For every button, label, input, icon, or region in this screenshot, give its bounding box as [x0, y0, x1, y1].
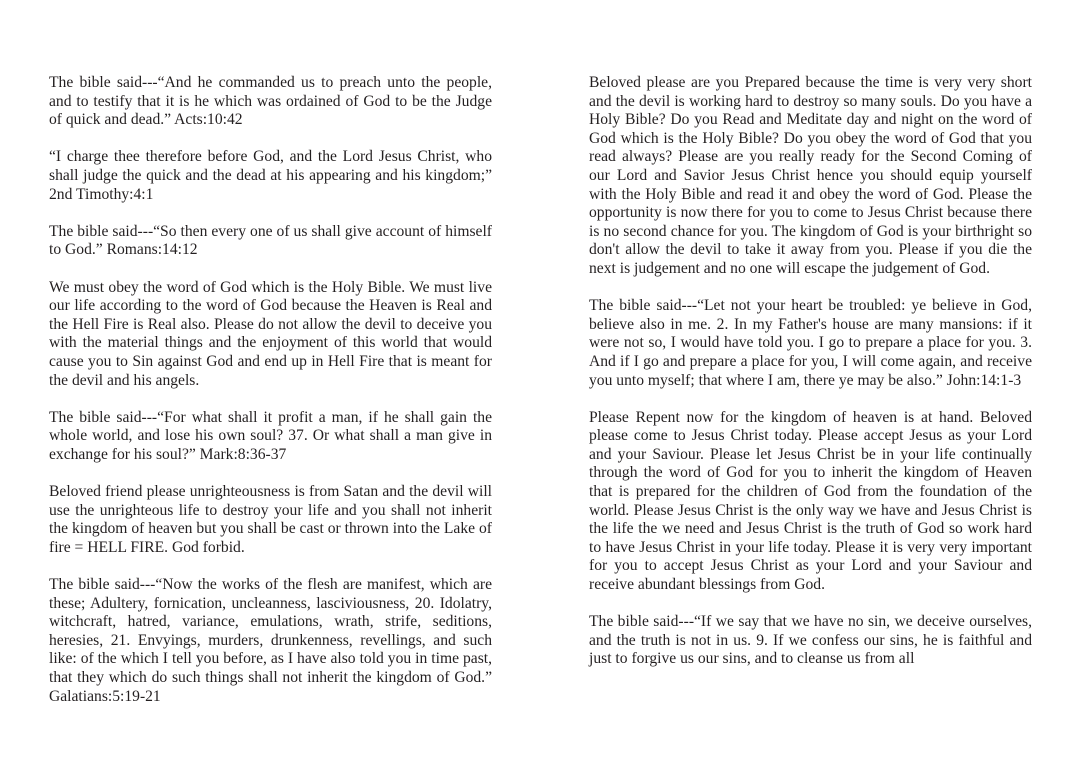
left-paragraph-7: The bible said---“Now the works of the flesh are manifest, which are these; Adultery, fornication, uncleanness, lasciviousness, 20. Idolatry, witchcraft, hatred, variance, emulations, wrath, strife, seditions, heresies, 21. Envyings, murders, drunkenness, revellings, and such like: of the which I tell you before, as I have also told you in time past, that they which do such things shall not inherit the kingdom of God.” Galatians:5:19-21 — [49, 576, 492, 705]
left-paragraph-4: We must obey the word of God which is the Holy Bible. We must live our life according to the word of God because the Heaven is Real and the Hell Fire is Real also. Please do not allow the devil to deceive you with the material things and the enjoyment of this world that would cause you to Sin against God and end up in Hell Fire that is meant for the devil and his angels. — [49, 278, 492, 389]
right-column — [589, 74, 1032, 669]
left-paragraph-2: “I charge thee therefore before God, and the Lord Jesus Christ, who shall judge the quick and the dead at his appearing and his kingdom;” 2nd Timothy:4:1 — [49, 148, 492, 203]
right-paragraph-2: The bible said---“Let not your heart be troubled: ye believe in God, believe also in me. 2. In my Father's house are many mansions: if it were not so, I would have told you. I go to prepare a place for you. 3. And if I go and prepare a place for you, I will come again, and receive you unto myself; that where I am, there ye may be also.” John:14:1-3 — [589, 297, 1032, 389]
right-paragraph-3: Please Repent now for the kingdom of heaven is at hand. Beloved please come to Jesus Christ today. Please accept Jesus as your Lord and your Saviour. Please let Jesus Christ be in your life continually through the word of God for you to inherit the kingdom of Heaven that is prepared for the children of God from the foundation of the world. Please Jesus Christ is the only way we have and Jesus Christ is the life the we need and Jesus Christ is the truth of God so work hard to have Jesus Christ in your life today. Please it is very very important for you to accept Jesus Christ as your Lord and your Saviour and receive abundant blessings from God. — [589, 408, 1032, 594]
left-paragraph-3: The bible said---“So then every one of us shall give account of himself to God.” Romans:14:12 — [49, 222, 492, 259]
left-paragraph-5: The bible said---“For what shall it profit a man, if he shall gain the whole world, and lose his own soul? 37. Or what shall a man give in exchange for his soul?” Mark:8:36-37 — [49, 408, 492, 463]
left-column — [49, 74, 492, 706]
left-paragraph-6: Beloved friend please unrighteousness is from Satan and the devil will use the unrighteous life to destroy your life and you shall not inherit the kingdom of heaven but you shall be cast or thrown into the Lake of fire = HELL FIRE. God forbid. — [49, 483, 492, 556]
right-paragraph-4: The bible said---“If we say that we have no sin, we deceive ourselves, and the truth is not in us. 9. If we confess our sins, he is faithful and just to forgive us our sins, and to cleanse us from all — [589, 613, 1032, 668]
right-paragraph-1: Beloved please are you Prepared because the time is very very short and the devil is working hard to destroy so many souls. Do you have a Holy Bible? Do you Read and Meditate day and night on the word of God which is the Holy Bible? Do you obey the word of God that you read always? Please are you really ready for the Second Coming of our Lord and Savior Jesus Christ hence you should equip yourself with the Holy Bible and read it and obey the word of God. Please the opportunity is now there for you to come to Jesus Christ because there is no second chance for you. The kingdom of God is your birthright so don't allow the devil to take it away from you. Please if you die the next is judgement and no one will escape the judgement of God. — [589, 74, 1032, 277]
left-paragraph-1: The bible said---“And he commanded us to preach unto the people, and to testify that it is he which was ordained of God to be the Judge of quick and dead.” Acts:10:42 — [49, 74, 492, 129]
